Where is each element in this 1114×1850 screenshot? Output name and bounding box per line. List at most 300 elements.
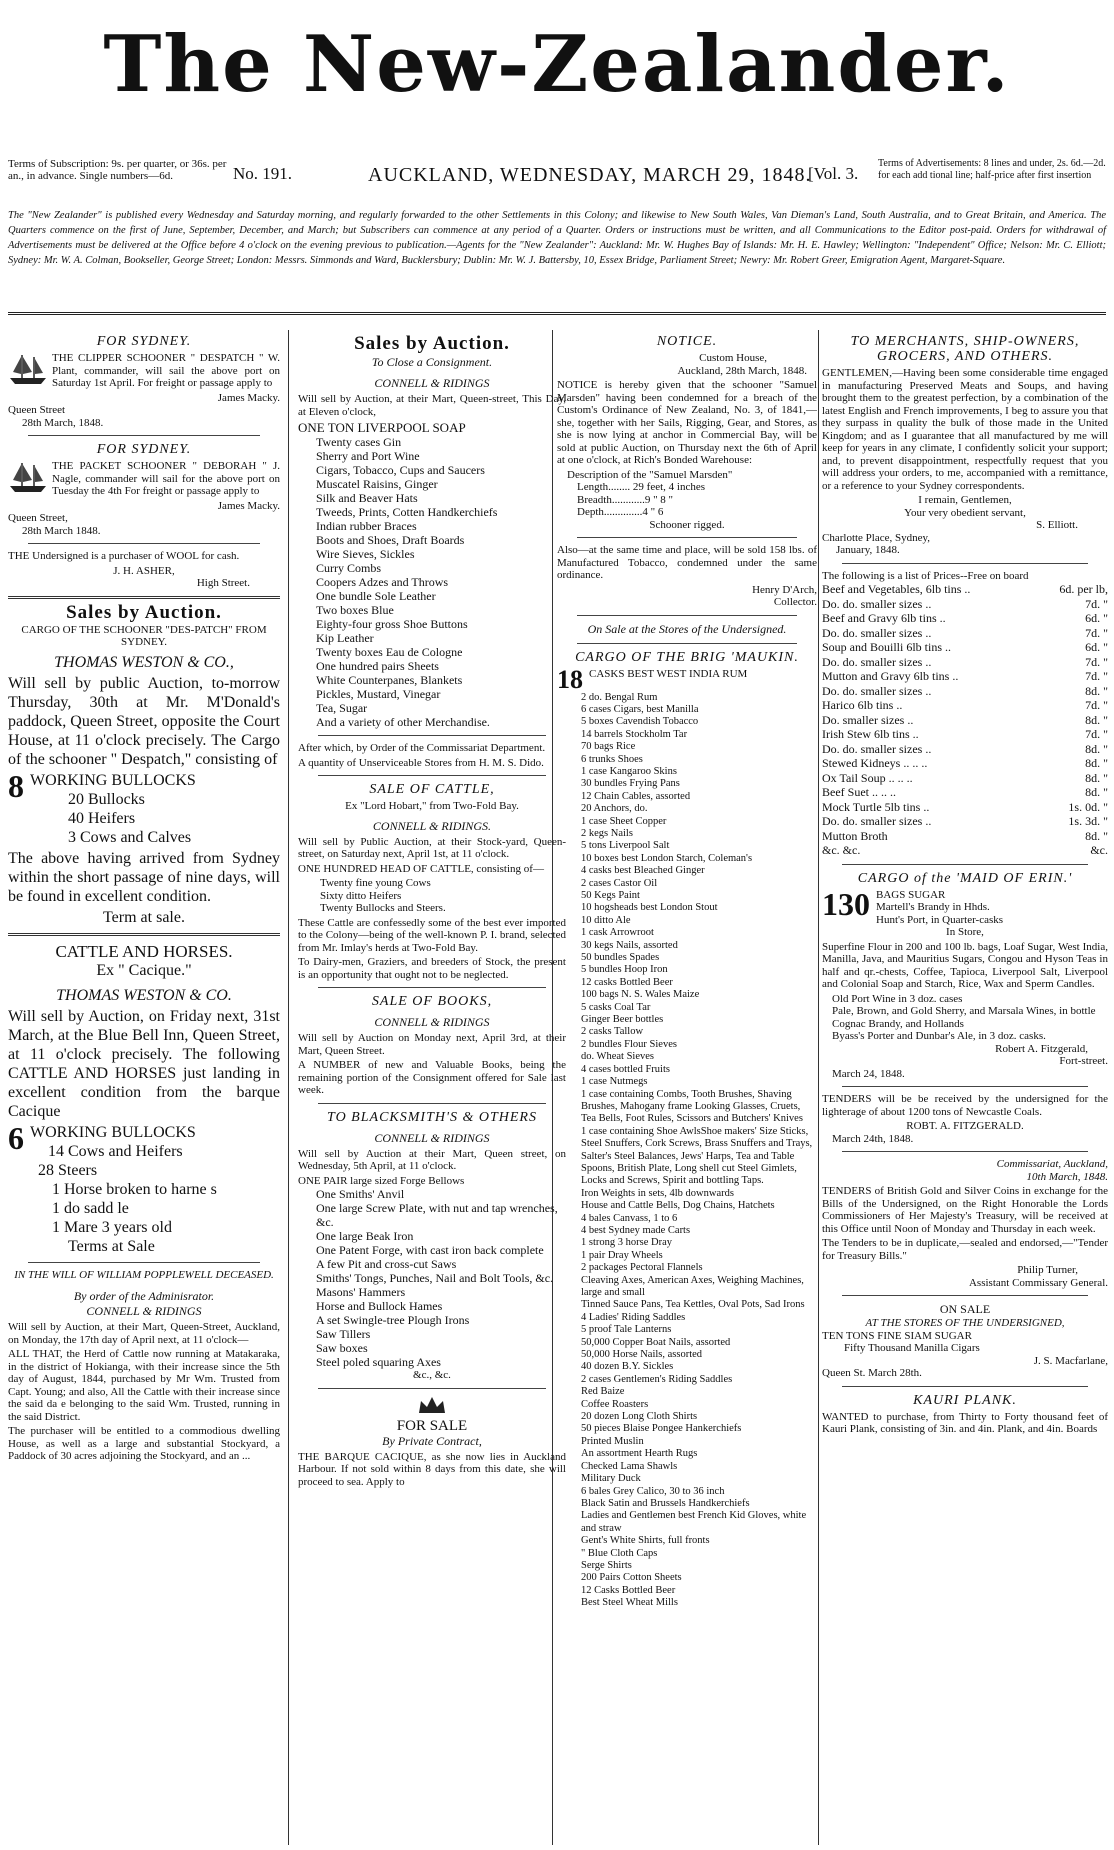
cargo-item: 10 ditto Ale — [581, 914, 631, 926]
cargo-item: 12 casks Bottled Beer — [581, 976, 673, 988]
depth: Depth..............4 " 6 — [577, 506, 664, 518]
heading-maid-of-erin: CARGO of the 'MAID OF ERIN.' — [857, 870, 1073, 886]
tool-item: One large Screw Plate, with nut and tap wrenches, &c. — [316, 1201, 558, 1229]
port: Old Port Wine in 3 doz. cases — [832, 992, 963, 1005]
will-text: Will sell by Auction, at their Mart, Queen-Street, Auckland, on Monday, the 17th day of April next, at 11 o'clock— — [8, 1321, 280, 1346]
merchandise-item: Indian rubber Braces — [316, 519, 417, 533]
price-value: 7d. " — [1085, 698, 1108, 712]
herd-text: ALL THAT, the Herd of Cattle now running at Matakaraka, in the district of Hokianga, with their increase since the 5th day of August, 1844, purchased by Mr Wm. Trusted from Capt. Young; and also, All the Cattle with their increase since the said da e belonging to the said Wm. Trusted, running in the said District. — [8, 1348, 280, 1423]
gentlemen-text: GENTLEMEN,—Having been some considerable time engaged in manufacturing Preserved Meats and Soups, and having brought them to the greatest perfection, by a combination of the latest English and French improvements, I beg to assure you that they surpass in quality the bulk of those made in the United Kingdom; and as I guarantee that all manufactured by me will keep for years in any climate, I confidently solicit your support; and, to prevent disappointment, respectfully request that you will address your orders, to me, accompanied with a remittance, or a reference to your Sydney correspondents. — [822, 367, 1108, 492]
price-value: 8d. " — [1085, 770, 1108, 785]
store-text: Superfine Flour in 200 and 100 lb. bags, Loaf Sugar, West India, Manilla, Java, and Mauritius Sugars, Congou and Hyson Teas in half and qr.-chests, Coffee, Tapioca, Liverpool Salt, Liverpool and Colonial Soap and Starch, Rice, Wax and Sperm Candles. — [822, 940, 1108, 990]
sherry: Pale, Brown, and Gold Sherry, and Marsala Wines, in bottle — [832, 1005, 1096, 1017]
cargo-item: do. Wheat Sieves — [581, 1051, 654, 1063]
cargo-item: " Blue Cloth Caps — [581, 1547, 658, 1559]
merchandise-item: Boots and Shoes, Draft Boards — [316, 533, 465, 547]
address: Charlotte Place, Sydney, — [822, 531, 931, 544]
column-divider — [288, 330, 289, 1845]
signature: ROBT. A. FITZGERALD. — [906, 1120, 1024, 1132]
price-value: 8d. " — [1085, 683, 1108, 698]
price-row — [822, 640, 1108, 655]
books-text: Will sell by Auction on Monday next, April 3rd, at their Mart, Queen Street. — [298, 1032, 566, 1057]
price-value: &c. — [1090, 843, 1108, 857]
price-value: 8d. " — [1085, 712, 1108, 727]
price-row — [822, 756, 1108, 771]
date: January, 1848. — [836, 544, 900, 556]
heading-on-sale: ON SALE — [939, 1302, 991, 1316]
price-row — [822, 800, 1108, 815]
column-4 — [822, 330, 1108, 1845]
livestock-item: 3 Cows and Calves — [68, 828, 192, 846]
tool-item: Saw boxes — [316, 1341, 368, 1355]
bullocks-heading: WORKING BULLOCKS — [30, 771, 196, 789]
tool-item: Horse and Bullock Hames — [316, 1299, 443, 1313]
price-item: Irish Stew 6lb tins .. — [822, 727, 919, 741]
price-item: Beef and Gravy 6lb tins .. — [822, 611, 946, 625]
merchandise-item: Kip Leather — [316, 631, 374, 645]
heading-sales-by-auction: Sales by Auction. — [354, 333, 510, 354]
in-store: In Store, — [946, 926, 984, 938]
signature: J. H. ASHER, — [113, 564, 175, 577]
address: Fort-street. — [1059, 1055, 1108, 1067]
separator — [577, 615, 797, 616]
price-item: Do. do. smaller sizes .. — [822, 814, 932, 828]
price-value: 7d. " — [1085, 654, 1108, 669]
price-value: 7d. " — [1085, 727, 1108, 741]
livestock-item: 40 Heifers — [68, 809, 136, 827]
terms: Term at sale. — [103, 908, 185, 926]
cargo-item: 6 cases Cigars, best Manilla — [581, 703, 699, 715]
auctioneer: CONNELL & RIDINGS — [86, 1304, 202, 1318]
cargo-item: 40 dozen B.Y. Sickles — [581, 1361, 674, 1373]
signature: S. Elliott. — [1036, 519, 1078, 531]
separator — [28, 435, 260, 436]
masthead — [0, 0, 1114, 130]
heading-blacksmiths: TO BLACKSMITH'S & OTHERS — [327, 1109, 537, 1125]
cargo-item: Printed Muslin — [581, 1435, 644, 1447]
breadth: Breadth............9 " 8 " — [577, 493, 674, 506]
heading-for-sale: FOR SALE — [396, 1417, 468, 1434]
price-value: 8d. " — [1085, 756, 1108, 770]
closing: I remain, Gentlemen, — [918, 494, 1012, 506]
cargo-item: 5 bundles Hoop Iron — [581, 964, 668, 976]
separator — [842, 1151, 1088, 1152]
ship-icon — [8, 460, 48, 494]
cargo-item: 4 best Sydney made Carts — [581, 1224, 691, 1236]
tool-item: Saw Tillers — [316, 1327, 371, 1341]
price-row — [822, 597, 1108, 612]
volume-number: [Vol. 3. — [808, 164, 859, 183]
duplicate-text: The Tenders to be in duplicate,—sealed and endorsed,—"Tender for Treasury Bills." — [822, 1237, 1108, 1262]
separator — [842, 864, 1088, 865]
barque-text: THE BARQUE CACIQUE, as she now lies in Auckland Harbour. If not sold within 8 days from this date, she will proceed to sea. Apply to — [298, 1450, 566, 1488]
signature: J. S. Macfarlane, — [1033, 1354, 1108, 1367]
merchandise-item: And a variety of other Merchandise. — [316, 715, 490, 729]
heading-for-sydney: FOR SYDNEY. — [96, 442, 192, 457]
livestock-item: 20 Bullocks — [68, 790, 145, 808]
price-item: Mutton and Gravy 6lb tins .. — [822, 669, 959, 683]
books-desc: A NUMBER of new and Valuable Books, being the remaining portion of the Consignment offered for Sale last week. — [298, 1059, 566, 1096]
tool-item: Smiths' Tongs, Punches, Nail and Bolt Tools, &c. — [316, 1271, 554, 1285]
after-text: After which, by Order of the Commissariat Department. — [298, 742, 546, 754]
cargo-title: CARGO OF THE SCHOONER "DES-PATCH" FROM SYDNEY. — [21, 623, 267, 648]
auctioneer: CONNELL & RIDINGS — [374, 376, 490, 390]
martell: Martell's Brandy in Hhds. — [876, 901, 990, 913]
publication-notice: The "New Zealander" is published every Wednesday and Saturday morning, and regularly forwarded to the other Settlements in this Colony; and likewise to New South Wales, Van Dieman's Land, South Australia, and to Great Britain, and America. The Quarters commence on the first of June, September, December, and March; but Subscribers can commence at any period of a Quarter. Orders or instructions must be written, and all Communications to the Editor post-paid. Orders for withdrawal of Advertisements must be delivered at the Office before 4 o'clock on the evening previous to publication.—Agents for the "New Zealander": Auckland: Mr. W. Hughes Bay of Islands: Mr. H. E. Hawley; Wellington: "Independent" Office; Nelson: Mr. C. Elliott; Sydney: Mr. W. A. Colman, Bookseller, George Street; London: Messrs. Simmonds and Ward, Bucklersbury; Dublin: Mr. W. J. Battersby, 10, Essex Bridge, Parliament Street; Newry: Mr. Robert Greer, Emigration Agent, Margaret-Square. — [8, 210, 1106, 266]
cargo-item: 5 casks Coal Tar — [581, 1001, 651, 1013]
cargo-item: Iron Weights in sets, 4lb downwards — [581, 1187, 734, 1199]
column-2 — [298, 330, 566, 1845]
cargo-item: 2 kegs Nails — [581, 827, 633, 839]
purchaser-text: The purchaser will be entitled to a commodious dwelling House, as well as a large and substantial Stockyard, a Paddock of 30 acres adjoining the Stockyard, and an ... — [8, 1425, 280, 1462]
cargo-item: 2 casks Tallow — [581, 1026, 644, 1038]
merchandise-item: Pickles, Mustard, Vinegar — [316, 687, 441, 701]
merchandise-item: Eighty-four gross Shoe Buttons — [316, 617, 468, 631]
bags-heading: BAGS SUGAR — [876, 888, 946, 901]
comm-date: 10th March, 1848. — [1026, 1170, 1108, 1183]
merchandise-item: White Counterpanes, Blankets — [316, 673, 463, 687]
price-row — [822, 785, 1108, 800]
cargo-item: 50,000 Copper Boat Nails, assorted — [581, 1336, 731, 1348]
price-value: 7d. " — [1085, 669, 1108, 683]
cargo-item: 5 boxes Cavendish Tobacco — [581, 716, 699, 728]
column-divider — [818, 330, 819, 1845]
column-3 — [557, 330, 817, 1845]
merchandise-item: Tea, Sugar — [316, 701, 368, 715]
cargo-item: 2 cases Castor Oil — [581, 877, 658, 889]
merchandise-item: Muscatel Raisins, Ginger — [316, 477, 438, 491]
cargo-item: 5 tons Liverpool Salt — [581, 840, 670, 852]
cattle-text: Will sell by Public Auction, at their Stock-yard, Queen-street, on Saturday next, April 1st, at 11 o'clock. — [298, 835, 566, 860]
cargo-item: 6 bales Grey Calico, 30 to 36 inch — [581, 1485, 725, 1497]
bullocks-heading: WORKING BULLOCKS — [30, 1123, 196, 1141]
separator — [842, 1295, 1088, 1296]
cargo-item: 14 barrels Stockholm Tar — [581, 728, 688, 740]
private-contract: By Private Contract, — [382, 1433, 482, 1448]
smith-text: Will sell by Auction at their Mart, Queen street, on Wednesday, 5th April, at 11 o'clock. — [298, 1147, 566, 1172]
livestock-item: Terms at Sale — [68, 1237, 155, 1255]
siam-sugar: TEN TONS FINE SIAM SUGAR — [822, 1329, 972, 1342]
etc: &c., &c. — [413, 1369, 451, 1381]
signature-title: Collector. — [773, 596, 817, 608]
merchandise-item: Coopers Adzes and Throws — [316, 575, 449, 589]
cargo-item: 70 bags Rice — [581, 741, 636, 753]
price-row — [822, 611, 1108, 626]
tool-item: A few Pit and cross-cut Saws — [316, 1257, 457, 1271]
separator — [28, 543, 260, 544]
price-item: Mutton Broth — [822, 828, 888, 843]
price-row — [822, 829, 1108, 844]
signature: Henry D'Arch, — [752, 583, 817, 596]
cargo-item: Checked Lama Shawls — [581, 1460, 678, 1472]
price-row — [822, 684, 1108, 699]
issue-number: No. 191. — [233, 164, 293, 183]
price-item: Do. do. smaller sizes .. — [822, 683, 932, 698]
price-row — [822, 742, 1108, 757]
custom-date: Auckland, 28th March, 1848. — [677, 364, 807, 377]
auctioneer: CONNELL & RIDINGS — [374, 1015, 490, 1029]
cargo-item: 2 packages Pectoral Flannels — [581, 1262, 703, 1274]
tool-item: Masons' Hammers — [316, 1285, 406, 1299]
price-value: 7d. " — [1085, 625, 1108, 640]
cargo-item: House and Cattle Bells, Dog Chains, Hatchets — [581, 1200, 775, 1212]
ship-icon — [8, 352, 48, 386]
merchandise-item: One bundle Sole Leather — [316, 589, 436, 603]
byass: Byass's Porter and Dunbar's Ale, in 3 doz. casks. — [832, 1030, 1046, 1042]
bellows-heading: ONE PAIR large sized Forge Bellows — [298, 1174, 465, 1187]
cargo-item: 4 Ladies' Riding Saddles — [581, 1311, 686, 1323]
livestock-item: 1 Horse broken to harne s — [52, 1180, 217, 1198]
price-item: Beef Suet .. .. .. — [822, 785, 896, 799]
merchandise-list — [316, 435, 566, 729]
livestock-item: 14 Cows and Heifers — [48, 1142, 183, 1160]
cargo-item: Best Steel Wheat Mills — [581, 1597, 678, 1609]
price-item: Soup and Bouilli 6lb tins .. — [822, 640, 952, 654]
header-rule — [8, 312, 1106, 315]
date: March 24, 1848. — [832, 1067, 905, 1080]
price-value: 8d. " — [1085, 785, 1108, 799]
merchandise-item: Twenty boxes Eau de Cologne — [316, 645, 463, 659]
heading-sales-by-auction: Sales by Auction. — [66, 601, 222, 623]
rum-count: 18 — [557, 664, 583, 694]
column-1 — [8, 330, 280, 1845]
merchandise-item: Tweeds, Prints, Cotten Handkerchiefs — [316, 505, 498, 519]
dateline: AUCKLAND, WEDNESDAY, MARCH 29, 1848. — [368, 164, 812, 186]
tenders2-text: TENDERS of British Gold and Silver Coins in exchange for the Bills of the Undersigned, on the Right Honorable the Lords Commissioners of Her Majesty's Treasury, will be received at this Office until Noon of Monday and Thursday in each week. — [822, 1185, 1108, 1235]
heading-notice: NOTICE. — [656, 334, 718, 349]
cargo-item: 2 do. Bengal Rum — [581, 691, 658, 703]
date: 28th March 1848. — [22, 524, 101, 537]
bags-count: 130 — [822, 885, 870, 922]
separator — [318, 735, 546, 736]
cargo-item: 2 cases Gentlemen's Riding Saddles — [581, 1373, 733, 1385]
cargo-item: Coffee Roasters — [581, 1398, 649, 1410]
tool-item: One large Beak Iron — [316, 1229, 414, 1243]
merchandise-item: Silk and Beaver Hats — [316, 491, 418, 505]
merchandise-item: Cigars, Tobacco, Cups and Saucers — [316, 463, 485, 477]
cargo-item: Military Duck — [581, 1473, 641, 1485]
bullock-count: 6 — [8, 1119, 24, 1156]
cargo-item: 30 kegs Nails, assorted — [581, 939, 678, 951]
separator — [318, 987, 546, 988]
auctioneer: CONNELL & RIDINGS — [374, 1130, 490, 1145]
ex-cacique: Ex " Cacique." — [96, 961, 192, 979]
auction-text: Will sell by Auction, at their Mart, Queen-street, This Day, at Eleven o'clock, — [298, 393, 566, 418]
price-row — [822, 814, 1108, 829]
price-value: 1s. 0d. " — [1068, 799, 1108, 814]
commissariat: Commissariat, Auckland, — [996, 1158, 1108, 1170]
date: Queen St. March 28th. — [822, 1367, 922, 1379]
subscription-terms: Terms of Subscription: 9s. per quarter, or 36s. per an., in advance. Single numbers—6d. — [8, 158, 227, 182]
price-value: 6d. " — [1085, 611, 1108, 625]
heading-cargo-maukin: CARGO OF THE BRIG 'MAUKIN. — [575, 649, 799, 665]
deborah-ad: THE PACKET SCHOONER " DEBORAH " J. Nagle, commander will sail for the above port on Tuesday the 4th For freight or passage apply to — [52, 460, 280, 497]
cargo-item: An assortment Hearth Rugs — [581, 1448, 698, 1460]
address: Queen Street — [8, 404, 66, 416]
cargo-item: 5 proof Tale Lanterns — [581, 1324, 672, 1336]
price-value: 8d. " — [1085, 741, 1108, 756]
cargo-item: 50 pieces Blaise Pongee Hankerchiefs — [581, 1423, 742, 1435]
cargo-item: Ladies and Gentlemen best French Kid Gloves, white and straw — [581, 1510, 807, 1534]
kauri-text: WANTED to purchase, from Thirty to Forty thousand feet of Kauri Plank, consisting of 3in. and 4in. Plank, and 4in. Boards — [822, 1410, 1108, 1435]
price-row — [822, 771, 1108, 786]
price-item: Do. do. smaller sizes .. — [822, 741, 932, 756]
address: Queen Street, — [8, 512, 68, 524]
cargo-item: Black Satin and Brussels Handkerchiefs — [581, 1497, 750, 1509]
stores-text: A quantity of Unserviceable Stores from H. M. S. Dido. — [298, 756, 544, 769]
separator — [318, 1103, 546, 1104]
dairy-text: To Dairy-men, Graziers, and breeders of Stock, the present is an opportunity that ought not to be neglected. — [298, 956, 566, 981]
notice-text: NOTICE is hereby given that the schooner "Samuel Marsden" having been condemned for a breach of the Custom's Ordinance of New Zealand, No. 3, of 1841,—she, together with her Sails, Rigging, Gear, and Stores, as she is now lying at anchor in Commercial Bay, will be sold at public Auction, on Thursday next the 6th of April at one o'clock, at Rich's Bonded Warehouse: — [557, 379, 817, 466]
best-text: These Cattle are confessedly some of the best ever imported to the Colony—being of the well-known P. I. brand, selected from Mr. Imlay's herds at Two-Fold Bay. — [298, 916, 566, 954]
cargo-item: 4 bales Canvass, 1 to 6 — [581, 1212, 678, 1224]
cargo-item: 1 cask Arrowroot — [581, 927, 654, 939]
price-item: Do. smaller sizes .. — [822, 712, 914, 727]
cargo-list — [581, 692, 817, 1610]
separator — [842, 563, 1088, 564]
merchandise-item: Two boxes Blue — [316, 603, 394, 617]
cognac: Cognac Brandy, and Hollands — [832, 1017, 964, 1030]
lord-hobart: Ex "Lord Hobart," from Two-Fold Bay. — [345, 800, 519, 812]
cargo-item: 1 case Kangaroo Skins — [581, 765, 677, 777]
on-sale: On Sale at the Stores of the Undersigned. — [587, 621, 787, 636]
auctioneer: THOMAS WESTON & CO., — [54, 653, 234, 671]
rum-heading: CASKS BEST WEST INDIA RUM — [589, 667, 748, 680]
at-stores: AT THE STORES OF THE UNDERSIGNED, — [865, 1317, 1065, 1329]
separator — [8, 596, 280, 599]
tool-item: One Patent Forge, with cast iron back complete — [316, 1243, 544, 1257]
cargo-item: Cleaving Axes, American Axes, Weighing Machines, large and small — [581, 1274, 804, 1298]
cattle-item: Twenty fine young Cows — [320, 877, 431, 889]
cargo-item: 4 cases bottled Fruits — [581, 1063, 670, 1075]
bullock-count: 8 — [8, 767, 24, 804]
price-row — [822, 655, 1108, 670]
merchandise-item: Curry Combs — [316, 561, 382, 575]
closing: Your very obedient servant, — [904, 506, 1026, 519]
cargo-item: 30 bundles Frying Pans — [581, 778, 680, 790]
separator — [577, 537, 797, 538]
auction-text: Will sell by public Auction, to-morrow Thursday, 30th at Mr. M'Donald's paddock, Queen Street, opposite the Court House, at 11 o'clock precisely. The Cargo of the schooner " Despatch," consisting of — [8, 674, 280, 768]
date: 28th March, 1848. — [22, 416, 104, 429]
heading-merchants: TO MERCHANTS, SHIP-OWNERS, GROCERS, AND OTHERS. — [850, 334, 1080, 364]
cargo-item: 6 trunks Shoes — [581, 753, 643, 765]
cargo-item: 12 Casks Bottled Beer — [581, 1584, 676, 1596]
cargo-item: 1 case containing Shoe AwlsShoe makers' Size Sticks, Steel Snuffers, Cork Screws, Brass Snuffers and Trays, Salter's Steel Balances, Jews' Harps, Tea and Table Spoons, British Plate, Long shell cut Steel Gimlets, Locks and Screws, Spirit and bottling Taps. — [581, 1125, 813, 1187]
heading-cattle-horses: CATTLE AND HORSES. — [55, 941, 233, 961]
price-value: 1s. 3d. " — [1068, 814, 1108, 828]
price-item: Beef and Vegetables, 6lb tins .. — [822, 582, 971, 596]
rigged: Schooner rigged. — [649, 518, 725, 531]
merchandise-item: Wire Sieves, Sickles — [316, 547, 415, 561]
cargo-item: 12 Chain Cables, assorted — [581, 790, 691, 802]
manilla-cigars: Fifty Thousand Manilla Cigars — [844, 1342, 980, 1354]
price-item: Do. do. smaller sizes .. — [822, 596, 932, 611]
separator — [8, 933, 280, 936]
cargo-item: Red Baize — [581, 1386, 625, 1398]
cargo-item: 200 Pairs Cotton Sheets — [581, 1572, 682, 1584]
price-row — [822, 727, 1108, 742]
crown-icon — [298, 1395, 566, 1419]
soap-heading: ONE TON LIVERPOOL SOAP — [298, 420, 466, 435]
cargo-item: Gent's White Shirts, full fronts — [581, 1535, 710, 1547]
cargo-item: 50 bundles Spades — [581, 952, 660, 964]
price-row — [822, 626, 1108, 641]
cargo-item: 1 case containing Combs, Tooth Brushes, Shaving Brushes, Mahogany frame Looking Glasses, Cruets, Tea Bells, Foot Rules, Scissors and Butchers' Knives — [581, 1088, 803, 1125]
cargo-item: 1 case Nutmegs — [581, 1076, 648, 1088]
cargo-item: 1 strong 3 horse Dray — [581, 1237, 672, 1249]
sydney-text: The above having arrived from Sydney within the short passage of nine days, will be found in excellent condition. — [8, 849, 280, 905]
merchandise-item: Sherry and Port Wine — [316, 449, 420, 463]
cargo-item: 1 pair Dray Wheels — [581, 1249, 663, 1261]
custom-house: Custom House, — [699, 352, 767, 364]
administrator: By order of the Adminisrator. — [73, 1289, 215, 1303]
livestock-item: 1 do sadd le — [52, 1199, 129, 1217]
cargo-item: Serge Shirts — [581, 1559, 632, 1571]
will-title: IN THE WILL OF WILLIAM POPPLEWELL DECEASED. — [14, 1268, 274, 1281]
date: March 24th, 1848. — [832, 1132, 914, 1145]
price-list — [822, 582, 1108, 858]
address: High Street. — [196, 577, 250, 589]
price-value: 6d. " — [1085, 640, 1108, 654]
advertisement-terms: Terms of Advertisements: 8 lines and under, 2s. 6d.—2d. for each add tional line; half-price after first insertion — [878, 158, 1106, 181]
cattle-item: Twenty Bullocks and Steers. — [320, 902, 446, 914]
heading-sale-of-cattle: SALE OF CATTLE, — [369, 782, 495, 797]
heading-sale-of-books: SALE OF BOOKS, — [371, 994, 493, 1009]
livestock-item: 28 Steers — [38, 1161, 98, 1179]
price-value: 6d. per lb, — [1059, 582, 1108, 596]
price-item: Ox Tail Soup .. .. .. — [822, 770, 913, 785]
hundred-head: ONE HUNDRED HEAD OF CATTLE, consisting of— — [298, 862, 544, 875]
heading-kauri-plank: KAURI PLANK. — [913, 1392, 1017, 1408]
signature: James Macky. — [217, 499, 280, 512]
consignment: To Close a Consignment. — [371, 355, 493, 369]
hunt: Hunt's Port, in Quarter-casks — [876, 913, 1004, 926]
price-item: Stewed Kidneys .. .. .. — [822, 756, 928, 770]
issue-info-bar — [8, 150, 1106, 200]
merchandise-item: One hundred pairs Sheets — [316, 659, 439, 673]
cargo-item: 20 Anchors, do. — [581, 803, 648, 815]
cargo-item: 10 boxes best London Starch, Coleman's — [581, 852, 753, 864]
despatch-ad: THE CLIPPER SCHOONER " DESPATCH " W. Plant, commander, will sail the above port on Saturday 1st April. For freight or passage apply to — [52, 352, 280, 389]
signature-title: Assistant Commissary General. — [968, 1276, 1108, 1289]
cargo-item: 10 hogsheads best London Stout — [581, 902, 718, 914]
cargo-item: 4 casks best Bleached Ginger — [581, 865, 705, 877]
price-value: 8d. " — [1085, 828, 1108, 843]
tenders-text: TENDERS will be be received by the undersigned for the lighterage of about 1200 tons of Newcastle Coals. — [822, 1093, 1108, 1118]
length: Length........ 29 feet, 4 inches — [577, 481, 705, 493]
signature: Robert A. Fitzgerald, — [995, 1042, 1088, 1055]
tools-list — [316, 1187, 566, 1369]
separator — [28, 1262, 260, 1263]
livestock-item: 1 Mare 3 years old — [52, 1218, 172, 1236]
price-row — [822, 843, 1108, 858]
price-value: 7d. " — [1085, 596, 1108, 611]
separator — [318, 1388, 546, 1389]
price-row — [822, 669, 1108, 684]
price-item: Mock Turtle 5lb tins .. — [822, 799, 930, 814]
cattle-text: Will sell by Auction, on Friday next, 31st March, at the Blue Bell Inn, Queen Street, at 11 o'clock precisely. The following CATTLE AND HORSES just landing in excellent condition from the barque Cacique — [8, 1007, 280, 1120]
merchandise-item: Twenty cases Gin — [316, 435, 402, 449]
cargo-item: 2 bundles Flour Sieves — [581, 1038, 677, 1050]
heading-for-sydney: FOR SYDNEY. — [96, 334, 192, 349]
price-row — [822, 582, 1108, 597]
auctioneer: CONNELL & RIDINGS. — [372, 818, 492, 833]
signature: Philip Turner, — [1017, 1264, 1078, 1276]
price-item: Do. do. smaller sizes .. — [822, 625, 932, 640]
separator — [577, 643, 797, 644]
cargo-item: 100 bags N. S. Wales Maize — [581, 989, 700, 1001]
description: Description of the "Samuel Marsden" — [567, 468, 733, 481]
